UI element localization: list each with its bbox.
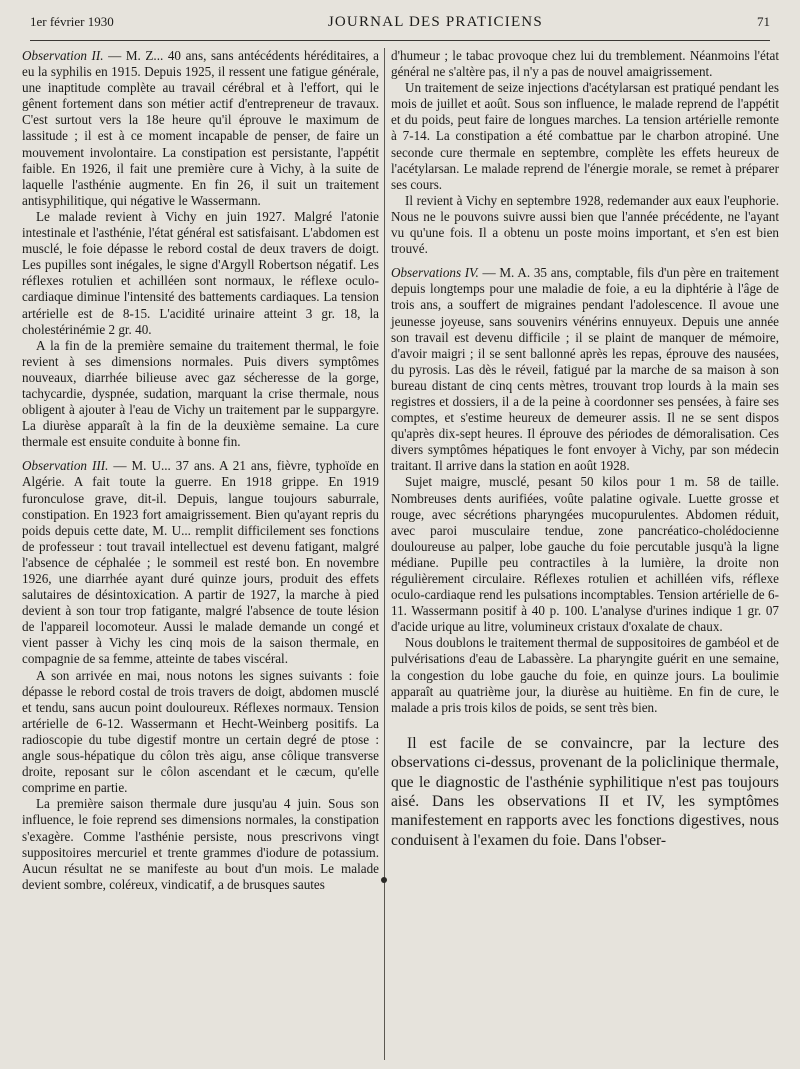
observation-heading: Observations IV.: [391, 265, 479, 281]
conclusion-paragraph: Il est facile de se convaincre, par la lecture des observations ci-dessus, provenant de la policlinique thermale, que le diagnostic de l'asthénie syphilitique n'est pas toujours aisé. Dans les observations II et IV, les symptômes manifestement en rapports avec les fonctions digestives, nous conduisent à l'examen du foie. Dans l'obser-: [391, 734, 779, 849]
paragraph: [391, 474, 779, 635]
paragraph: [391, 48, 779, 80]
paragraph-text: Il revient à Vichy en septembre 1928, redemander aux eaux l'euphorie. Nous ne le pouvons suivre aussi bien que l'année précédente, ne l'ayant vu qu'une fois. Il a obtenu un poste moins important, et s'en est bien trouvé.: [391, 192, 779, 257]
paragraph: [391, 80, 779, 193]
paragraph-text: Le malade revient à Vichy en juin 1927. Malgré l'atonie intestinale et l'asthénie, l'état général est satisfaisant. L'abdomen est musclé, le foie dépasse le rebord costal de deux travers de doigt. Les pupilles sont inégales, le signe d'Argyll Robertson négatif. Les réflexes rotulien et achilléen sont normaux, le réflexe oculo-cardiaque diminue l'intensité des battements cardiaques. La tension artérielle est de 8-15. L'acidité urinaire atteint 3 gr. 18, la cholestérinémie 2 gr. 40.: [22, 208, 379, 337]
paragraph-text: A la fin de la première semaine du traitement thermal, le foie revient à ses dimensions normales. Puis divers symptômes nouveaux, diarrhée bilieuse avec gaz sécheresse de la gorge, tachycardie, dyspnée, sudation, marquant la crise thermale, nous obligent à ajouter à l'eau de Vichy un traitement par le suppargyre. La diurèse apparaît à la fin de la deuxième semaine. La cure thermale est ensuite conduite à bonne fin.: [22, 337, 379, 450]
paragraph: [391, 193, 779, 257]
paragraph-text: A son arrivée en mai, nous notons les signes suivants : foie dépasse le rebord costal de trois travers de doigt, abdomen musclé et tendu, sans aucun point douloureux. Réflexes normaux. Tension artérielle de 6-12. Wassermann et Hecht-Weinberg positifs. La radioscopie du tube digestif montre un certain degré de ptose : angle sous-hépatique du côlon très aigu, anse côlique transverse droite, reposant sur le côlon ascendant et le cæcum, qu'elle comprime en partie.: [22, 667, 379, 796]
header-rule: [30, 40, 770, 41]
paragraph: [22, 209, 379, 338]
paragraph-text: Sujet maigre, musclé, pesant 50 kilos pour 1 m. 58 de taille. Nombreuses dents aurifiées, voûte palatine ogivale. Luette grosse et rouge, avec sécrétions pharyngées mucopurulentes. Abdomen réduit, avec paroi musculaire tendue, zone pancréatico-cholédocienne douloureuse au palper, lobe gauche du foie percutable jusqu'à la ligne médiane. Pupille peu contractiles à la lumière, la droite non régulièrement circulaire. Réflexes rotulien et achilléen vifs, réflexe oculo-cardiaque rend les pulsations incomptables. Tension artérielle de 6-11. Wassermann positif à 40 p. 100. L'analyse d'urines indique 1 gr. 07 d'acide urique au litre, volumineux cristaux d'oxalate de chaux.: [391, 474, 779, 635]
bullet-mark-icon: [381, 877, 387, 883]
paragraph-text: — M. A. 35 ans, comptable, fils d'un père en traitement depuis longtemps pour une maladie de foie, a eu la diphtérie à l'âge de trois ans, a souffert de migraines pendant l'adolescence. Il avoue une jeunesse joyeuse, sans souvenirs vénérins ennuyeux. Depuis une année son travail est devenu difficile ; il se plaint de manquer de mémoire, d'avoir maigri ; il se sent ballonné après les repas, éprouve des nausées, du pyrosis. Las dès le réveil, fatigué par la marche de sa maison à son bureau distant de cinq cents mètres, trouvant trop lourds à la main ses registres et dossiers, il a de la peine à coordonner ses pensées, à faire ses comptes, et s'estime heureux de demeurer assis. Il ne se sent dispos qu'après dix-sept heures. Il éprouve des périodes de démoralisation. Ces divers symptômes hépatiques le font envoyer à Vichy, par son médecin traitant. Il arrive dans la station en août 1928.: [391, 265, 779, 474]
right-column: [391, 48, 779, 850]
paragraph: [391, 635, 779, 715]
paragraph-text: Nous doublons le traitement thermal de suppositoires de gambéol et de pulvérisations d'eau de Labassère. La pharyngite guérit en une semaine, la congestion du lobe gauche du foie, en quinze jours. La boulimie apparaît au quatrième jour, la diurèse au huitième. En fin de cure, le malade a pris trois kilos de poids, se sent très bien.: [391, 635, 779, 715]
paragraph-text: d'humeur ; le tabac provoque chez lui du tremblement. Néanmoins l'état général ne s'altère pas, il n'y a pas de nouvel amaigrissement.: [391, 48, 779, 80]
journal-title: JOURNAL DES PRATICIENS: [327, 14, 543, 30]
page-number: 71: [757, 14, 770, 29]
paragraph-observation-2: [22, 48, 379, 209]
paragraph-text: — M. Z... 40 ans, sans antécédents héréditaires, a eu la syphilis en 1915. Depuis 1925, il ressent une fatigue générale, une inaptitude complète au travail cérébral et à l'effort, qui le gênent fortement dans son métier actif d'entrepreneur de travaux. C'est surtout vers la 18e heure qu'il éprouve le maximum de lassitude ; il est à ce moment incapable de penser, de faire un mouvement involontaire. La constipation est persistante, l'appétit faible. En 1926, il fait une première cure à Vichy, à la suite de laquelle l'asthénie augmente. En fin 26, il suit un traitement antisyphilitique, qui négative le Wassermann.: [22, 48, 379, 208]
column-divider: [384, 48, 385, 1060]
observation-heading: Observation III.: [22, 458, 109, 474]
paragraph: [22, 796, 379, 893]
paragraph-text: La première saison thermale dure jusqu'au 4 juin. Sous son influence, le foie reprend ses dimensions normales, la constipation s'exagère. Comme l'asthénie persiste, nous prescrivons vingt suppositoires mercuriel et trente grammes d'iodure de potassium. Aucun résultat ne se manifeste au bout d'un mois. Le malade devient sombre, coléreux, vindicatif, a de brusques sautes: [22, 796, 379, 892]
paragraph: [22, 668, 379, 797]
paragraph: [22, 338, 379, 451]
paragraph-text: Un traitement de seize injections d'acétylarsan est pratiqué pendant les mois de juillet et août. Sous son influence, le malade reprend de l'appétit et du poids, peut faire de longues marches. La tension artérielle remonte à 7-14. La constipation a été combattue par le charbon atropiné. Une seconde cure thermale en septembre, complète les effets heureux de l'acétylarsan. Le malade reprend de l'énergie morale, se remet à préparer ses cours.: [391, 80, 779, 192]
left-column: [22, 48, 379, 893]
paragraph-observation-3: [22, 458, 379, 667]
paragraph-observation-4: [391, 265, 779, 474]
header-date: 1er février 1930: [30, 14, 114, 29]
observation-heading: Observation II.: [22, 48, 104, 63]
paragraph-text: — M. U... 37 ans. A 21 ans, fièvre, typhoïde en Algérie. A fait toute la guerre. En 1918 grippe. En 1919 furonculose grave, dit-il. Depuis, langue toujours saburrale, constipation. En 1923 fort amaigrissement. Bien qu'ayant repris du poids depuis cette date, M. U... remplit difficilement ses fonctions de professeur : tout travail intellectuel est devenu fatigant, malgré l'absence de céphalée ; le sommeil est resté bon. En novembre 1926, une diarrhée ayant duré quinze jours, produit des effets salutaires de désintoxication. A partir de 1927, la marche à pied devient à son tour trop fatigante, malgré l'absence de toute lésion de l'appareil locomoteur. Aussi le malade demande un congé et vient passer à Vichy les cinq mois de la saison thermale, en compagnie de sa femme, atteinte de tabes viscéral.: [22, 458, 379, 667]
page-header: [30, 14, 770, 40]
